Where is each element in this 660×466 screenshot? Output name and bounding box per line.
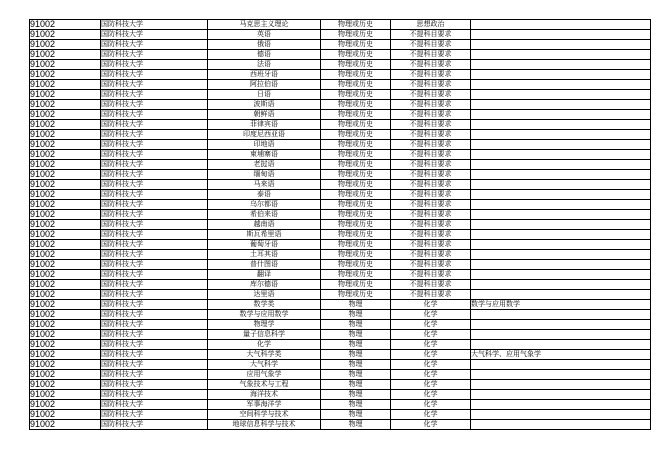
cell-included-majors: [471, 60, 651, 70]
cell-preferred-subject: 物理: [321, 320, 391, 330]
table-row: [30, 160, 651, 170]
table-row: [30, 50, 651, 60]
cell-major-name: 达里语: [208, 290, 321, 300]
cell-preferred-subject: 物理或历史: [321, 150, 391, 160]
table-row: [30, 260, 651, 270]
cell-required-subject: 不提科目要求: [391, 50, 471, 60]
table-row: [30, 80, 651, 90]
table-row: [30, 330, 651, 340]
cell-school-name: 国防科技大学: [101, 60, 208, 70]
cell-major-name: 应用气象学: [208, 370, 321, 380]
cell-included-majors: [471, 370, 651, 380]
cell-required-subject: 不提科目要求: [391, 110, 471, 120]
table-row: [30, 400, 651, 410]
cell-included-majors: [471, 270, 651, 280]
cell-school-name: 国防科技大学: [101, 420, 208, 430]
cell-preferred-subject: 物理或历史: [321, 60, 391, 70]
cell-school-name: 国防科技大学: [101, 120, 208, 130]
cell-school-name: 国防科技大学: [101, 210, 208, 220]
table-row: [30, 220, 651, 230]
cell-school-name: 国防科技大学: [101, 20, 208, 30]
table-row: [30, 130, 651, 140]
table-row: [30, 40, 651, 50]
cell-required-subject: 不提科目要求: [391, 150, 471, 160]
cell-program-code: 91002: [30, 410, 101, 420]
cell-program-code: 91002: [30, 30, 101, 40]
cell-program-code: 91002: [30, 60, 101, 70]
subject-requirements-table: [29, 19, 651, 430]
cell-included-majors: [471, 210, 651, 220]
cell-school-name: 国防科技大学: [101, 360, 208, 370]
cell-program-code: 91002: [30, 240, 101, 250]
cell-preferred-subject: 物理: [321, 370, 391, 380]
cell-school-name: 国防科技大学: [101, 170, 208, 180]
cell-included-majors: [471, 110, 651, 120]
cell-major-name: 柬埔寨语: [208, 150, 321, 160]
cell-program-code: 91002: [30, 80, 101, 90]
cell-required-subject: 不提科目要求: [391, 180, 471, 190]
cell-program-code: 91002: [30, 230, 101, 240]
cell-major-name: 库尔德语: [208, 280, 321, 290]
cell-included-majors: [471, 410, 651, 420]
cell-included-majors: [471, 220, 651, 230]
cell-required-subject: 化学: [391, 300, 471, 310]
cell-included-majors: [471, 380, 651, 390]
cell-program-code: 91002: [30, 210, 101, 220]
cell-preferred-subject: 物理或历史: [321, 120, 391, 130]
table-row: [30, 20, 651, 30]
cell-included-majors: [471, 160, 651, 170]
cell-preferred-subject: 物理或历史: [321, 170, 391, 180]
cell-school-name: 国防科技大学: [101, 310, 208, 320]
table-row: [30, 120, 651, 130]
cell-included-majors: [471, 90, 651, 100]
cell-school-name: 国防科技大学: [101, 70, 208, 80]
cell-program-code: 91002: [30, 220, 101, 230]
cell-required-subject: 不提科目要求: [391, 90, 471, 100]
table-row: [30, 200, 651, 210]
table-row: [30, 370, 651, 380]
cell-included-majors: [471, 200, 651, 210]
cell-preferred-subject: 物理或历史: [321, 160, 391, 170]
table-row: [30, 100, 651, 110]
cell-required-subject: 不提科目要求: [391, 130, 471, 140]
cell-school-name: 国防科技大学: [101, 390, 208, 400]
cell-school-name: 国防科技大学: [101, 380, 208, 390]
table-row: [30, 250, 651, 260]
cell-major-name: 翻译: [208, 270, 321, 280]
table-row: [30, 390, 651, 400]
cell-program-code: 91002: [30, 370, 101, 380]
cell-preferred-subject: 物理或历史: [321, 260, 391, 270]
cell-major-name: 海洋技术: [208, 390, 321, 400]
cell-included-majors: [471, 100, 651, 110]
cell-required-subject: 不提科目要求: [391, 40, 471, 50]
cell-program-code: 91002: [30, 70, 101, 80]
cell-preferred-subject: 物理: [321, 410, 391, 420]
cell-included-majors: [471, 230, 651, 240]
cell-program-code: 91002: [30, 20, 101, 30]
cell-preferred-subject: 物理或历史: [321, 40, 391, 50]
cell-major-name: 西班牙语: [208, 70, 321, 80]
cell-included-majors: [471, 20, 651, 30]
cell-school-name: 国防科技大学: [101, 40, 208, 50]
cell-program-code: 91002: [30, 160, 101, 170]
table-row: [30, 140, 651, 150]
table-row: [30, 420, 651, 430]
cell-included-majors: [471, 80, 651, 90]
cell-school-name: 国防科技大学: [101, 30, 208, 40]
table-row: [30, 300, 651, 310]
cell-preferred-subject: 物理或历史: [321, 220, 391, 230]
cell-major-name: 数学与应用数学: [208, 310, 321, 320]
cell-included-majors: [471, 50, 651, 60]
cell-required-subject: 不提科目要求: [391, 70, 471, 80]
cell-preferred-subject: 物理: [321, 350, 391, 360]
cell-program-code: 91002: [30, 420, 101, 430]
cell-required-subject: 不提科目要求: [391, 160, 471, 170]
cell-required-subject: 化学: [391, 330, 471, 340]
cell-included-majors: [471, 140, 651, 150]
cell-included-majors: [471, 320, 651, 330]
cell-school-name: 国防科技大学: [101, 350, 208, 360]
cell-school-name: 国防科技大学: [101, 130, 208, 140]
cell-major-name: 朝鲜语: [208, 110, 321, 120]
table-row: [30, 110, 651, 120]
cell-major-name: 老挝语: [208, 160, 321, 170]
cell-school-name: 国防科技大学: [101, 240, 208, 250]
table-body: [30, 20, 651, 430]
cell-school-name: 国防科技大学: [101, 270, 208, 280]
cell-required-subject: 化学: [391, 320, 471, 330]
cell-included-majors: [471, 290, 651, 300]
cell-school-name: 国防科技大学: [101, 140, 208, 150]
cell-major-name: 德语: [208, 50, 321, 60]
cell-program-code: 91002: [30, 290, 101, 300]
cell-major-name: 斯瓦希里语: [208, 230, 321, 240]
cell-school-name: 国防科技大学: [101, 410, 208, 420]
cell-included-majors: [471, 280, 651, 290]
cell-required-subject: 化学: [391, 350, 471, 360]
cell-program-code: 91002: [30, 140, 101, 150]
cell-preferred-subject: 物理或历史: [321, 140, 391, 150]
cell-preferred-subject: 物理或历史: [321, 200, 391, 210]
cell-program-code: 91002: [30, 300, 101, 310]
table-row: [30, 180, 651, 190]
cell-required-subject: 化学: [391, 410, 471, 420]
cell-major-name: 越南语: [208, 220, 321, 230]
cell-school-name: 国防科技大学: [101, 250, 208, 260]
cell-school-name: 国防科技大学: [101, 50, 208, 60]
table-row: [30, 320, 651, 330]
cell-included-majors: 大气科学、应用气象学: [471, 350, 651, 360]
cell-preferred-subject: 物理或历史: [321, 100, 391, 110]
cell-school-name: 国防科技大学: [101, 190, 208, 200]
table-row: [30, 90, 651, 100]
table-row: [30, 190, 651, 200]
cell-program-code: 91002: [30, 310, 101, 320]
cell-school-name: 国防科技大学: [101, 230, 208, 240]
cell-required-subject: 不提科目要求: [391, 260, 471, 270]
cell-program-code: 91002: [30, 90, 101, 100]
cell-included-majors: [471, 120, 651, 130]
cell-included-majors: [471, 150, 651, 160]
cell-program-code: 91002: [30, 320, 101, 330]
table-row: [30, 240, 651, 250]
cell-major-name: 土耳其语: [208, 250, 321, 260]
cell-preferred-subject: 物理或历史: [321, 210, 391, 220]
cell-major-name: 印度尼西亚语: [208, 130, 321, 140]
cell-major-name: 法语: [208, 60, 321, 70]
cell-preferred-subject: 物理或历史: [321, 190, 391, 200]
cell-major-name: 大气科学: [208, 360, 321, 370]
table-row: [30, 270, 651, 280]
cell-preferred-subject: 物理或历史: [321, 230, 391, 240]
cell-required-subject: 不提科目要求: [391, 30, 471, 40]
cell-program-code: 91002: [30, 380, 101, 390]
cell-required-subject: 不提科目要求: [391, 80, 471, 90]
table-row: [30, 70, 651, 80]
cell-preferred-subject: 物理或历史: [321, 290, 391, 300]
cell-school-name: 国防科技大学: [101, 80, 208, 90]
cell-preferred-subject: 物理或历史: [321, 30, 391, 40]
cell-school-name: 国防科技大学: [101, 200, 208, 210]
cell-major-name: 阿拉伯语: [208, 80, 321, 90]
cell-program-code: 91002: [30, 350, 101, 360]
cell-major-name: 马来语: [208, 180, 321, 190]
cell-major-name: 缅甸语: [208, 170, 321, 180]
table-row: [30, 340, 651, 350]
cell-preferred-subject: 物理或历史: [321, 90, 391, 100]
cell-preferred-subject: 物理或历史: [321, 20, 391, 30]
cell-required-subject: 化学: [391, 310, 471, 320]
cell-preferred-subject: 物理或历史: [321, 80, 391, 90]
table-row: [30, 280, 651, 290]
cell-required-subject: 不提科目要求: [391, 120, 471, 130]
cell-required-subject: 不提科目要求: [391, 100, 471, 110]
cell-preferred-subject: 物理: [321, 330, 391, 340]
cell-required-subject: 不提科目要求: [391, 230, 471, 240]
table-row: [30, 30, 651, 40]
cell-required-subject: 不提科目要求: [391, 250, 471, 260]
cell-program-code: 91002: [30, 280, 101, 290]
cell-major-name: 大气科学类: [208, 350, 321, 360]
cell-preferred-subject: 物理: [321, 420, 391, 430]
cell-school-name: 国防科技大学: [101, 400, 208, 410]
table-row: [30, 350, 651, 360]
cell-included-majors: [471, 250, 651, 260]
cell-included-majors: [471, 30, 651, 40]
cell-major-name: 乌尔都语: [208, 200, 321, 210]
cell-school-name: 国防科技大学: [101, 330, 208, 340]
cell-preferred-subject: 物理: [321, 300, 391, 310]
cell-school-name: 国防科技大学: [101, 90, 208, 100]
cell-program-code: 91002: [30, 270, 101, 280]
cell-preferred-subject: 物理: [321, 390, 391, 400]
cell-included-majors: [471, 310, 651, 320]
table-row: [30, 410, 651, 420]
cell-included-majors: [471, 190, 651, 200]
cell-program-code: 91002: [30, 400, 101, 410]
cell-school-name: 国防科技大学: [101, 320, 208, 330]
cell-major-name: 量子信息科学: [208, 330, 321, 340]
cell-included-majors: [471, 420, 651, 430]
cell-preferred-subject: 物理或历史: [321, 250, 391, 260]
cell-preferred-subject: 物理或历史: [321, 280, 391, 290]
cell-school-name: 国防科技大学: [101, 110, 208, 120]
cell-required-subject: 不提科目要求: [391, 270, 471, 280]
table-row: [30, 210, 651, 220]
cell-major-name: 印地语: [208, 140, 321, 150]
table-row: [30, 380, 651, 390]
cell-major-name: 菲律宾语: [208, 120, 321, 130]
cell-required-subject: 不提科目要求: [391, 290, 471, 300]
cell-preferred-subject: 物理: [321, 400, 391, 410]
cell-required-subject: 不提科目要求: [391, 240, 471, 250]
cell-major-name: 普什图语: [208, 260, 321, 270]
cell-required-subject: 不提科目要求: [391, 190, 471, 200]
cell-school-name: 国防科技大学: [101, 180, 208, 190]
table-row: [30, 290, 651, 300]
cell-required-subject: 不提科目要求: [391, 220, 471, 230]
cell-required-subject: 不提科目要求: [391, 140, 471, 150]
cell-included-majors: [471, 170, 651, 180]
cell-major-name: 英语: [208, 30, 321, 40]
cell-school-name: 国防科技大学: [101, 340, 208, 350]
table-row: [30, 170, 651, 180]
cell-major-name: 地球信息科学与技术: [208, 420, 321, 430]
cell-program-code: 91002: [30, 190, 101, 200]
cell-preferred-subject: 物理或历史: [321, 50, 391, 60]
cell-major-name: 化学: [208, 340, 321, 350]
cell-program-code: 91002: [30, 50, 101, 60]
cell-required-subject: 化学: [391, 380, 471, 390]
cell-program-code: 91002: [30, 390, 101, 400]
cell-major-name: 物理学: [208, 320, 321, 330]
cell-major-name: 数学类: [208, 300, 321, 310]
cell-program-code: 91002: [30, 100, 101, 110]
cell-preferred-subject: 物理: [321, 380, 391, 390]
cell-program-code: 91002: [30, 360, 101, 370]
cell-school-name: 国防科技大学: [101, 100, 208, 110]
cell-preferred-subject: 物理或历史: [321, 130, 391, 140]
cell-program-code: 91002: [30, 110, 101, 120]
cell-included-majors: [471, 390, 651, 400]
cell-included-majors: [471, 400, 651, 410]
cell-major-name: 军事海洋学: [208, 400, 321, 410]
cell-program-code: 91002: [30, 170, 101, 180]
cell-school-name: 国防科技大学: [101, 280, 208, 290]
cell-preferred-subject: 物理或历史: [321, 240, 391, 250]
cell-included-majors: [471, 260, 651, 270]
cell-required-subject: 不提科目要求: [391, 60, 471, 70]
cell-major-name: 日语: [208, 90, 321, 100]
cell-major-name: 希伯来语: [208, 210, 321, 220]
cell-required-subject: 不提科目要求: [391, 170, 471, 180]
cell-preferred-subject: 物理或历史: [321, 180, 391, 190]
table-row: [30, 60, 651, 70]
cell-program-code: 91002: [30, 150, 101, 160]
table-row: [30, 310, 651, 320]
cell-included-majors: [471, 180, 651, 190]
cell-major-name: 波斯语: [208, 100, 321, 110]
cell-included-majors: 数学与应用数学: [471, 300, 651, 310]
cell-school-name: 国防科技大学: [101, 150, 208, 160]
cell-required-subject: 不提科目要求: [391, 280, 471, 290]
cell-program-code: 91002: [30, 180, 101, 190]
cell-major-name: 气象技术与工程: [208, 380, 321, 390]
cell-preferred-subject: 物理或历史: [321, 270, 391, 280]
cell-preferred-subject: 物理: [321, 360, 391, 370]
cell-major-name: 空间科学与技术: [208, 410, 321, 420]
cell-preferred-subject: 物理: [321, 340, 391, 350]
cell-required-subject: 不提科目要求: [391, 210, 471, 220]
cell-included-majors: [471, 330, 651, 340]
cell-program-code: 91002: [30, 260, 101, 270]
cell-included-majors: [471, 130, 651, 140]
table-row: [30, 230, 651, 240]
cell-major-name: 泰语: [208, 190, 321, 200]
cell-school-name: 国防科技大学: [101, 220, 208, 230]
cell-program-code: 91002: [30, 130, 101, 140]
cell-school-name: 国防科技大学: [101, 160, 208, 170]
cell-major-name: 葡萄牙语: [208, 240, 321, 250]
cell-included-majors: [471, 240, 651, 250]
cell-required-subject: 化学: [391, 390, 471, 400]
cell-program-code: 91002: [30, 120, 101, 130]
cell-program-code: 91002: [30, 330, 101, 340]
cell-school-name: 国防科技大学: [101, 260, 208, 270]
cell-required-subject: 化学: [391, 360, 471, 370]
cell-program-code: 91002: [30, 40, 101, 50]
cell-required-subject: 化学: [391, 400, 471, 410]
cell-required-subject: 化学: [391, 370, 471, 380]
cell-school-name: 国防科技大学: [101, 300, 208, 310]
cell-preferred-subject: 物理: [321, 310, 391, 320]
cell-included-majors: [471, 70, 651, 80]
table-row: [30, 360, 651, 370]
cell-major-name: 马克思主义理论: [208, 20, 321, 30]
cell-school-name: 国防科技大学: [101, 370, 208, 380]
cell-required-subject: 化学: [391, 340, 471, 350]
table-row: [30, 150, 651, 160]
cell-program-code: 91002: [30, 200, 101, 210]
cell-preferred-subject: 物理或历史: [321, 110, 391, 120]
cell-included-majors: [471, 40, 651, 50]
cell-required-subject: 化学: [391, 420, 471, 430]
cell-major-name: 俄语: [208, 40, 321, 50]
cell-included-majors: [471, 360, 651, 370]
cell-required-subject: 思想政治: [391, 20, 471, 30]
cell-preferred-subject: 物理或历史: [321, 70, 391, 80]
cell-program-code: 91002: [30, 250, 101, 260]
cell-required-subject: 不提科目要求: [391, 200, 471, 210]
cell-included-majors: [471, 340, 651, 350]
cell-program-code: 91002: [30, 340, 101, 350]
cell-school-name: 国防科技大学: [101, 290, 208, 300]
